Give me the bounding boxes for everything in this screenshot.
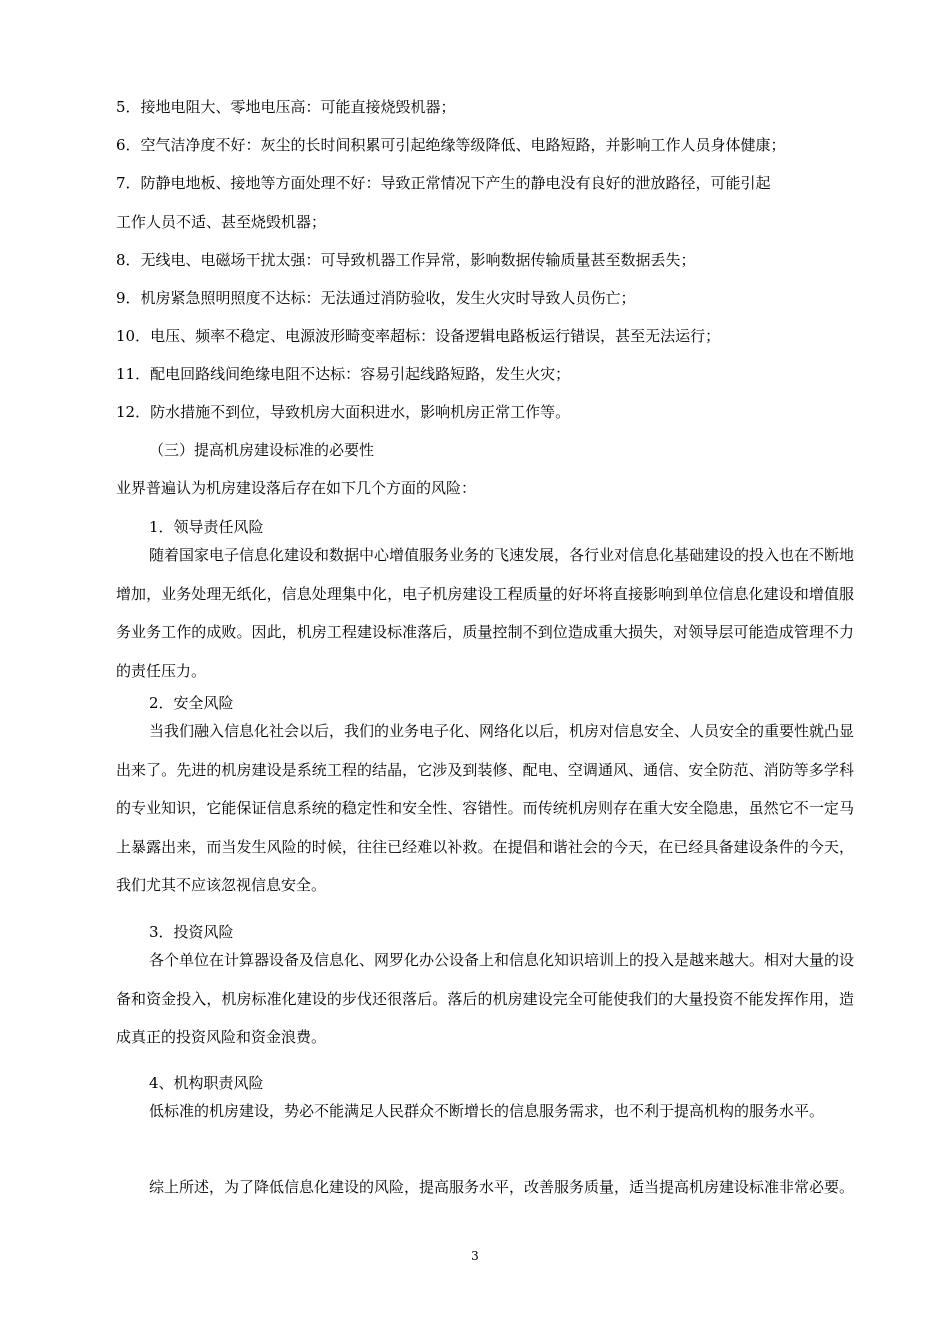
risk-body-institution: 低标准的机房建设，势必不能满足人民群众不断增长的信息服务需求，也不利于提高机构的服务水平。 xyxy=(149,1102,825,1120)
risk-heading-institution: 4、机构职责风险 xyxy=(149,1074,264,1092)
risk-body-security: 当我们融入信息化社会以后，我们的业务电子化、网络化以后，机房对信息安全、人员安全的重要性就凸显出来了。先进的机房建设是系统工程的结晶，它涉及到装修、配电、空调通风、通信、安全防范、消防等多学科的专业知识，它能保证信息系统的稳定性和安全性、容错性。而传统机房则存在重大安全隐患，虽然它不一定马上暴露出来，而当发生风险的时候，往往已经难以补救。在提倡和谐社会的今天，在已经具备建设条件的今天，我们尤其不应该忽视信息安全。 xyxy=(116,722,855,894)
risk-body-investment: 各个单位在计算器设备及信息化、网罗化办公设备上和信息化知识培训上的投入是越来越大。相对大量的设备和资金投入，机房标准化建设的步伐还很落后。落后的机房建设完全可能使我们的大量投资不能发挥作用，造成真正的投资风险和资金浪费。 xyxy=(116,951,855,1046)
section-heading: （三）提高机房建设标准的必要性 xyxy=(149,441,375,459)
conclusion-paragraph: 综上所述，为了降低信息化建设的风险，提高服务水平，改善服务质量，适当提高机房建设标准非常必要。 xyxy=(149,1178,855,1196)
risk-heading-leadership: 1．领导责任风险 xyxy=(149,518,264,536)
list-item-5: 5．接地电阻大、零地电压高：可能直接烧毁机器； xyxy=(116,98,456,116)
risk-body-leadership: 随着国家电子信息化建设和数据中心增值服务业务的飞速发展，各行业对信息化基础建设的投入也在不断地增加，业务处理无纸化，信息处理集中化，电子机房建设工程质量的好坏将直接影响到单位信息化建设和增值服务业务工作的成败。因此，机房工程建设标准落后，质量控制不到位造成重大损失，对领导层可能造成管理不力的责任压力。 xyxy=(116,546,855,680)
list-item-12: 12．防水措施不到位，导致机房大面积进水，影响机房正常工作等。 xyxy=(116,403,571,421)
page-number: 3 xyxy=(471,1249,479,1263)
list-item-7-continued: 工作人员不适、甚至烧毁机器； xyxy=(116,213,327,231)
risk-heading-security: 2．安全风险 xyxy=(149,694,234,712)
list-item-10: 10．电压、频率不稳定、电源波形畸变率超标：设备逻辑电路板运行错误，甚至无法运行； xyxy=(116,327,721,345)
list-item-9: 9．机房紧急照明照度不达标：无法通过消防验收，发生火灾时导致人员伤亡； xyxy=(116,289,636,307)
list-item-11: 11．配电回路线间绝缘电阻不达标：容易引起线路短路，发生火灾； xyxy=(116,365,571,383)
list-item-6: 6．空气洁净度不好：灰尘的长时间积累可引起绝缘等级降低、电路短路，并影响工作人员身体健康； xyxy=(116,136,786,154)
risk-heading-investment: 3．投资风险 xyxy=(149,923,234,941)
list-item-7: 7．防静电地板、接地等方面处理不好：导致正常情况下产生的静电没有良好的泄放路径，可能引起 xyxy=(116,174,771,192)
list-item-8: 8．无线电、电磁场干扰太强：可导致机器工作异常，影响数据传输质量甚至数据丢失； xyxy=(116,251,696,269)
section-intro: 业界普遍认为机房建设落后存在如下几个方面的风险： xyxy=(116,479,477,497)
